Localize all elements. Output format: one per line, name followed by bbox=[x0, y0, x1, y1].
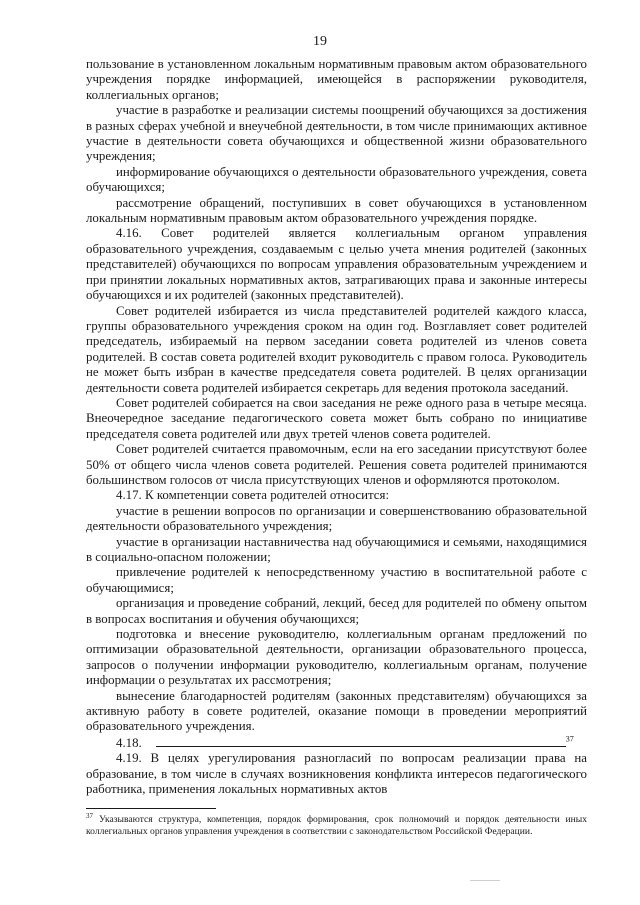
paragraph-competence-3: привлечение родителей к непосредственному участию в воспитательной работе с обучающимися; bbox=[86, 565, 587, 595]
paragraph-1: пользование в установленном локальным нормативным правовым актом образовательного учреждения порядке информацией, имеющейся в распоряжении руководителя, коллегиальных органов; bbox=[86, 57, 587, 102]
paragraph-council-meetings: Совет родителей собирается на свои заседания не реже одного раза в четыре месяца. Внеочередное заседание педагогического совета может быть собрано по инициативе председателя совета родителей или двух третей членов совета родителей. bbox=[86, 395, 587, 441]
footnote-divider bbox=[86, 808, 216, 809]
paragraph-4-17: 4.17. К компетенции совета родителей относится: bbox=[116, 488, 390, 503]
paragraph-2: участие в разработке и реализации системы поощрений обучающихся за достижения в разных сферах учебной и внеучебной деятельности, в том числе принимающих активное участие в деятельности совета обучающихся и общественной жизни образовательного учреждения; bbox=[86, 103, 587, 164]
paragraph-3: информирование обучающихся о деятельности образовательного учреждения, совета обучающихся; bbox=[86, 164, 587, 195]
paragraph-competence-4: организация и проведение собраний, лекций, бесед для родителей по обмену опытом в вопросах воспитания и обучения обучающихся; bbox=[86, 596, 587, 626]
paragraph-4-16: 4.16. Совет родителей является коллегиальным органом управления образовательного учреждения, создаваемым с целью учета мнения родителей (законных представителей) обучающихся по вопросам управления образовательным учреждением и при принятии локальных нормативных актов, затрагивающих права и законные интересы обучающихся и их родителей (законных представителей). bbox=[86, 226, 587, 303]
paragraph-4-19: 4.19. В целях урегулирования разногласий по вопросам реализации права на образование, в том числе в случаях возникновения конфликта интересов педагогического работника, применения локальных нормативных актов bbox=[86, 751, 587, 797]
section-4-18-label: 4.18. bbox=[116, 735, 142, 750]
footnote-text: Указываются структура, компетенция, порядок формирования, срок полномочий и порядок деятельности иных коллегиальных органов управления учреждения в соответствии с законодательством Российской Федерации. bbox=[86, 814, 587, 838]
footnote-ref: 37 bbox=[565, 734, 574, 744]
paragraph-competence-2: участие в организации наставничества над обучающимися и семьями, находящимися в социально-опасном положении; bbox=[86, 534, 587, 564]
paragraph-council-quorum: Совет родителей считается правомочным, если на его заседании присутствуют более 50% от общего числа членов совета родителей. Решения совета родителей принимаются большинством голосов от числа присутствующих членов и оформляются протоколом. bbox=[86, 442, 587, 487]
blank-fill-line bbox=[156, 735, 566, 747]
document-body bbox=[86, 57, 587, 798]
footnote bbox=[86, 811, 587, 839]
page-number: 19 bbox=[313, 34, 327, 49]
footnote-number: 37 bbox=[86, 811, 93, 820]
paragraph-competence-1: участие в решении вопросов по организации и совершенствованию образовательной деятельности образовательного учреждения; bbox=[86, 503, 587, 534]
paragraph-council-election: Совет родителей избирается из числа представителей родителей каждого класса, группы образовательного учреждения сроком на один год. Возглавляет совет родителей председатель, избираемый на первом заседании совета родителей из членов совета родителей. В состав совета родителей входит руководитель с правом голоса. Руководитель не может быть избран в качестве председателя совета родителей. В целях организации деятельности совета родителей избирается секретарь для ведения протокола заседаний. bbox=[86, 303, 587, 395]
scan-artifact bbox=[470, 880, 500, 881]
paragraph-competence-6: вынесение благодарностей родителям (законных представителям) обучающихся за активную работу в совете родителей, оказание помощи в проведении мероприятий образовательного учреждения. bbox=[86, 688, 587, 734]
paragraph-4-18 bbox=[86, 735, 587, 751]
paragraph-competence-5: подготовка и внесение руководителю, коллегиальным органам предложений по оптимизации образовательной деятельности, организации образовательного процесса, запросов о получении информации руководителю, коллегиальным органам, получение информации о результатах их рассмотрения; bbox=[86, 627, 587, 688]
paragraph-4: рассмотрение обращений, поступивших в совет обучающихся в установленном локальным нормативным правовым актом образовательного учреждения порядке. bbox=[86, 195, 587, 226]
